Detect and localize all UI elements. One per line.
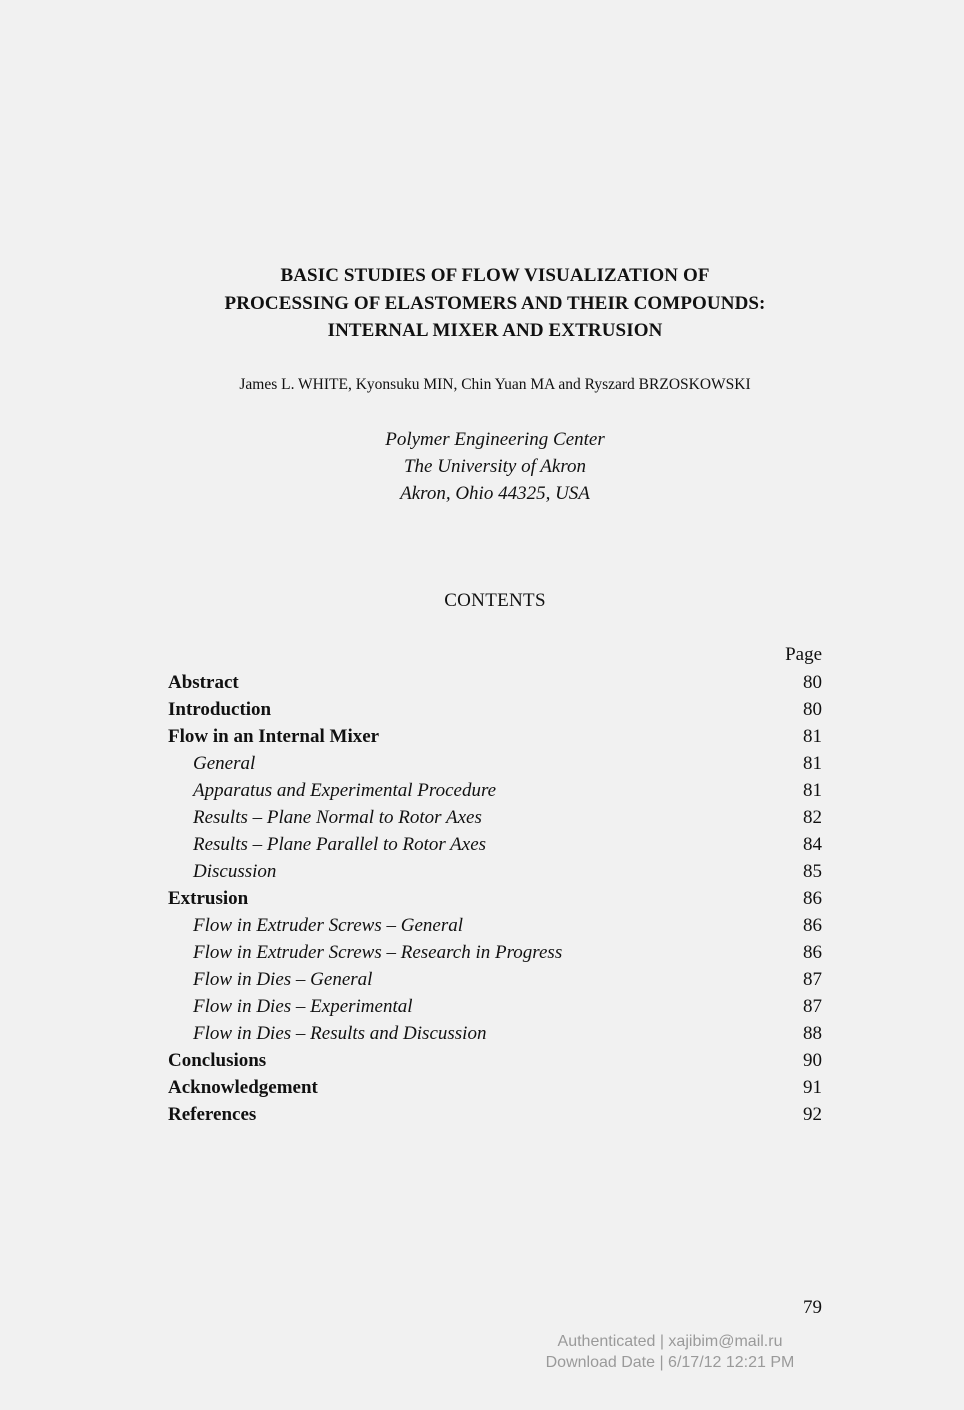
toc-entry: [168, 723, 822, 750]
toc-entry-page: 86: [803, 942, 822, 963]
toc-entry: [168, 696, 822, 723]
toc-entry-page: 84: [803, 834, 822, 855]
toc-entry-page: 81: [803, 780, 822, 801]
toc-entry: [168, 858, 822, 885]
toc-entry: [168, 669, 822, 696]
toc-entry-label: Flow in Dies – Results and Discussion: [193, 1023, 487, 1044]
toc-entry-label: Discussion: [193, 861, 277, 882]
toc-entry-label: Apparatus and Experimental Procedure: [193, 780, 497, 801]
toc-entry: [168, 966, 822, 993]
toc-entry-label: Results – Plane Parallel to Rotor Axes: [193, 834, 487, 855]
toc-entry-page: 82: [803, 807, 822, 828]
affiliation: [0, 426, 964, 507]
toc-entry: [168, 750, 822, 777]
toc-entry: [168, 804, 822, 831]
affiliation-line-2: The University of Akron: [403, 456, 587, 477]
toc-entry-label: Acknowledgement: [168, 1077, 318, 1098]
toc-entry-page: 85: [803, 861, 822, 882]
toc-entry-page: 80: [803, 672, 822, 693]
toc-entry: [168, 939, 822, 966]
watermark-line-2: Download Date | 6/17/12 12:21 PM: [545, 1353, 795, 1371]
toc-entry-label: Flow in Dies – General: [193, 969, 373, 990]
toc-entry-label: General: [193, 753, 256, 774]
toc-entry: [168, 1047, 822, 1074]
toc-entry-page: 80: [803, 699, 822, 720]
watermark-line-1: Authenticated | xajibim@mail.ru: [557, 1333, 783, 1350]
toc-entry-label: Flow in an Internal Mixer: [168, 726, 380, 747]
toc-entry-page: 86: [803, 915, 822, 936]
page-column-heading: Page: [785, 644, 822, 665]
toc-entry-page: 87: [803, 996, 822, 1017]
toc-entry: [168, 777, 822, 804]
toc-entry-page: 88: [803, 1023, 822, 1044]
paper-title: [0, 262, 964, 345]
toc-entry-page: 90: [803, 1050, 822, 1071]
toc-entry-page: 91: [803, 1077, 822, 1098]
toc-entry-page: 87: [803, 969, 822, 990]
page-number: 79: [803, 1297, 822, 1318]
title-line-2: PROCESSING OF ELASTOMERS AND THEIR COMPOUNDS:: [224, 292, 766, 314]
toc-entry-label: Abstract: [168, 672, 239, 693]
toc-entry: [168, 885, 822, 912]
toc-entry-page: 81: [803, 726, 822, 747]
title-line-1: BASIC STUDIES OF FLOW VISUALIZATION OF: [280, 265, 710, 286]
toc-entry: [168, 993, 822, 1020]
download-watermark: [420, 1332, 920, 1373]
toc-entry: [168, 912, 822, 939]
toc-entry-label: Extrusion: [168, 888, 249, 909]
toc-entry-page: 92: [803, 1104, 822, 1125]
table-of-contents: [168, 669, 822, 1128]
toc-entry-page: 81: [803, 753, 822, 774]
toc-entry-label: Results – Plane Normal to Rotor Axes: [193, 807, 482, 828]
toc-entry: [168, 1101, 822, 1128]
toc-entry-label: Flow in Extruder Screws – General: [193, 915, 464, 936]
contents-heading: CONTENTS: [444, 590, 546, 611]
toc-entry-label: Introduction: [168, 699, 272, 720]
toc-entry: [168, 1020, 822, 1047]
title-line-3: INTERNAL MIXER AND EXTRUSION: [327, 320, 663, 341]
toc-entry-page: 86: [803, 888, 822, 909]
affiliation-line-3: Akron, Ohio 44325, USA: [400, 483, 590, 504]
toc-entry-label: References: [168, 1104, 257, 1125]
toc-entry: [168, 1074, 822, 1101]
affiliation-line-1: Polymer Engineering Center: [385, 429, 605, 450]
toc-entry: [168, 831, 822, 858]
toc-entry-label: Flow in Dies – Experimental: [193, 996, 413, 1017]
toc-entry-label: Conclusions: [168, 1050, 267, 1071]
toc-entry-label: Flow in Extruder Screws – Research in Progress: [193, 942, 563, 963]
author-list: James L. WHITE, Kyonsuku MIN, Chin Yuan MA and Ryszard BRZOSKOWSKI: [239, 376, 751, 393]
